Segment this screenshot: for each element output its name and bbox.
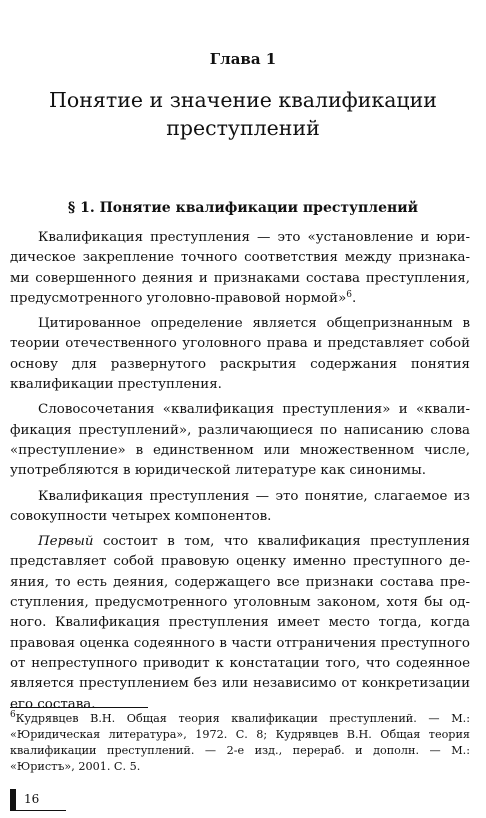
paragraph-5-text: состоит в том, что квалификация преступления представляет собой правовую оценку именно преступного деяния, то есть деяния, содержащего все признаки состава преступления, предусмотренного уголовным законом, хотя бы одного. Квалификация преступления имеет место тогда, когда правовая оценка содеянного в части отграничения преступного от непреступного приводит к констатации того, что содеянное является преступлением без или независимо от конкретизации его состава. (10, 534, 470, 712)
paragraph-1-tail: . (352, 290, 357, 306)
page-number: 16 (24, 792, 40, 806)
footnote (10, 711, 470, 775)
paragraph-5-emphasis: Первый (38, 534, 94, 550)
page-number-block (10, 789, 66, 811)
chapter-title-line-2: преступлений (166, 116, 320, 140)
footnote-text: Кудрявцев В.Н. Общая теория квалификации преступлений. — М.: «Юридическая литература», 1972. С. 8; Кудрявцев В.Н. Общая теория квалификации преступлений. — 2-е изд., перераб. и дополн. — М.: «Юристъ», 2001. С. 5. (10, 712, 470, 773)
chapter-title (20, 86, 466, 142)
paragraph-5 (10, 532, 470, 715)
footnote-marker: 6 (10, 710, 16, 720)
paragraph-4: Квалификация преступления — это понятие, слагаемое из совокупности четырех компонентов. (10, 488, 470, 524)
footnote-reference: 6 (346, 289, 352, 300)
page-number-bar (10, 789, 16, 811)
paragraph-3: Словосочетания «квалификация преступления» и «квалификация преступлений», различающиеся по написанию слова «преступление» в единственном или множественном числе, употребляются в юридической литературе как синонимы. (10, 402, 470, 479)
paragraph-1-text: Квалификация преступления — это «установление и юридическое закрепление точного соответствия между признаками совершенного деяния и признаками состава преступления, предусмотренного уголовно-правовой нормой» (10, 230, 470, 306)
body-text (10, 228, 470, 720)
chapter-title-line-1: Понятие и значение квалификации (49, 88, 437, 112)
paragraph-2: Цитированное определение является общепризнанным в теории отечественного уголовного права и представляет собой основу для развернутого раскрытия содержания понятия квалификации преступления. (10, 316, 470, 393)
paragraph-1 (10, 228, 470, 309)
page-number-rule (10, 810, 66, 811)
chapter-label: Глава 1 (209, 50, 277, 68)
section-title: § 1. Понятие квалификации преступлений (67, 200, 419, 216)
footnote-divider (10, 707, 148, 708)
